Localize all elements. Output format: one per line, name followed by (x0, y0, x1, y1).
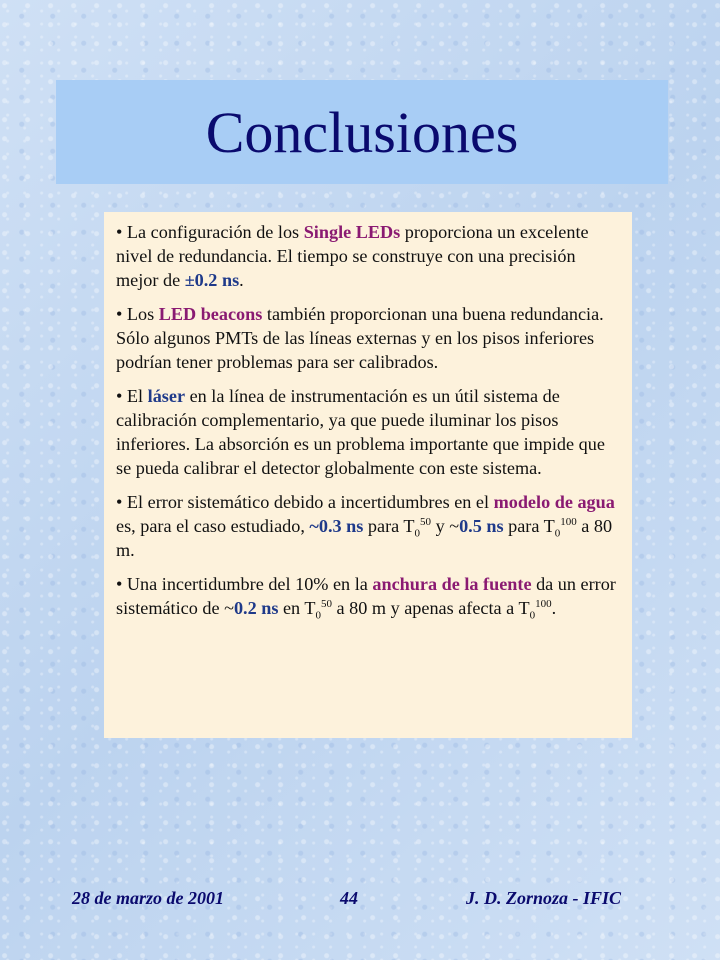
highlight-value: ~0.3 ns (309, 516, 364, 536)
superscript: 50 (420, 515, 432, 528)
bullet-text: Una incertidumbre del 10% en la (122, 574, 373, 594)
bullet-text: también proporcionan una buena redundancia. Sólo algunos PMTs de las líneas externas y en los pisos inferiores podrían tener problemas para ser calibrados. (116, 304, 604, 372)
bullet-text: proporciona un excelente nivel de redundancia. El tiempo se construye con una precisión mejor de (116, 222, 589, 290)
bullet-text: El (122, 386, 148, 406)
footer-date: 28 de marzo de 2001 (72, 888, 224, 908)
subscript: 0 (529, 609, 536, 622)
footer-page-number: 44 (340, 888, 358, 908)
bullet-text: da un error sistemático de ~ (116, 574, 616, 618)
bullet-text: . (551, 598, 557, 618)
highlight-term: modelo de agua (493, 492, 615, 512)
highlight-value: ±0.2 ns (184, 270, 240, 290)
bullet-text: . (239, 270, 244, 290)
bullet-source-width (116, 572, 622, 620)
bullet-text: La configuración de los (122, 222, 304, 242)
bullet-text: Los (122, 304, 159, 324)
subscript: 0 (414, 527, 421, 540)
highlight-term: Single LEDs (303, 222, 401, 242)
bullet-text: en la línea de instrumentación es un útil sistema de calibración complementario, ya que puede iluminar los pisos inferiores. La absorción es un problema importante que impide que se pueda calibrar el detector globalmente con este sistema. (116, 386, 605, 478)
highlight-term: LED beacons (158, 304, 263, 324)
bullet-text: a 80 m. (116, 516, 613, 560)
subscript: 0 (554, 527, 561, 540)
bullet-text: El error sistemático debido a incertidumbres en el (122, 492, 494, 512)
highlight-value: 0.5 ns (459, 516, 504, 536)
subscript: 0 (315, 609, 321, 622)
footer-author: J. D. Zornoza - IFIC (466, 888, 622, 908)
slide-title: Conclusiones (205, 99, 519, 165)
highlight-term: anchura de la fuente (372, 574, 532, 594)
highlight-term: láser (147, 386, 186, 406)
bullet-laser (116, 384, 622, 480)
superscript: 100 (535, 597, 552, 610)
superscript: 50 (320, 597, 332, 610)
bullet-text: a 80 m y apenas afecta a T (331, 598, 530, 618)
bullet-led-beacons (116, 302, 622, 374)
bullet-text: para T (363, 516, 415, 536)
bullet-single-leds (116, 220, 622, 292)
bullet-text: es, para el caso estudiado, (116, 516, 310, 536)
conclusions-panel (104, 212, 632, 738)
bullet-marker: • (116, 574, 123, 594)
bullet-marker: • (116, 386, 123, 406)
highlight-value: 0.2 ns (233, 598, 279, 618)
bullet-text: para T (503, 516, 555, 536)
bullet-water-model (116, 490, 622, 562)
bullet-marker: • (116, 492, 123, 512)
bullet-text: y ~ (431, 516, 460, 536)
bullet-marker: • (116, 304, 123, 324)
title-banner (56, 80, 668, 184)
bullet-marker: • (116, 222, 123, 242)
bullet-text: en T (278, 598, 316, 618)
superscript: 100 (560, 515, 577, 528)
